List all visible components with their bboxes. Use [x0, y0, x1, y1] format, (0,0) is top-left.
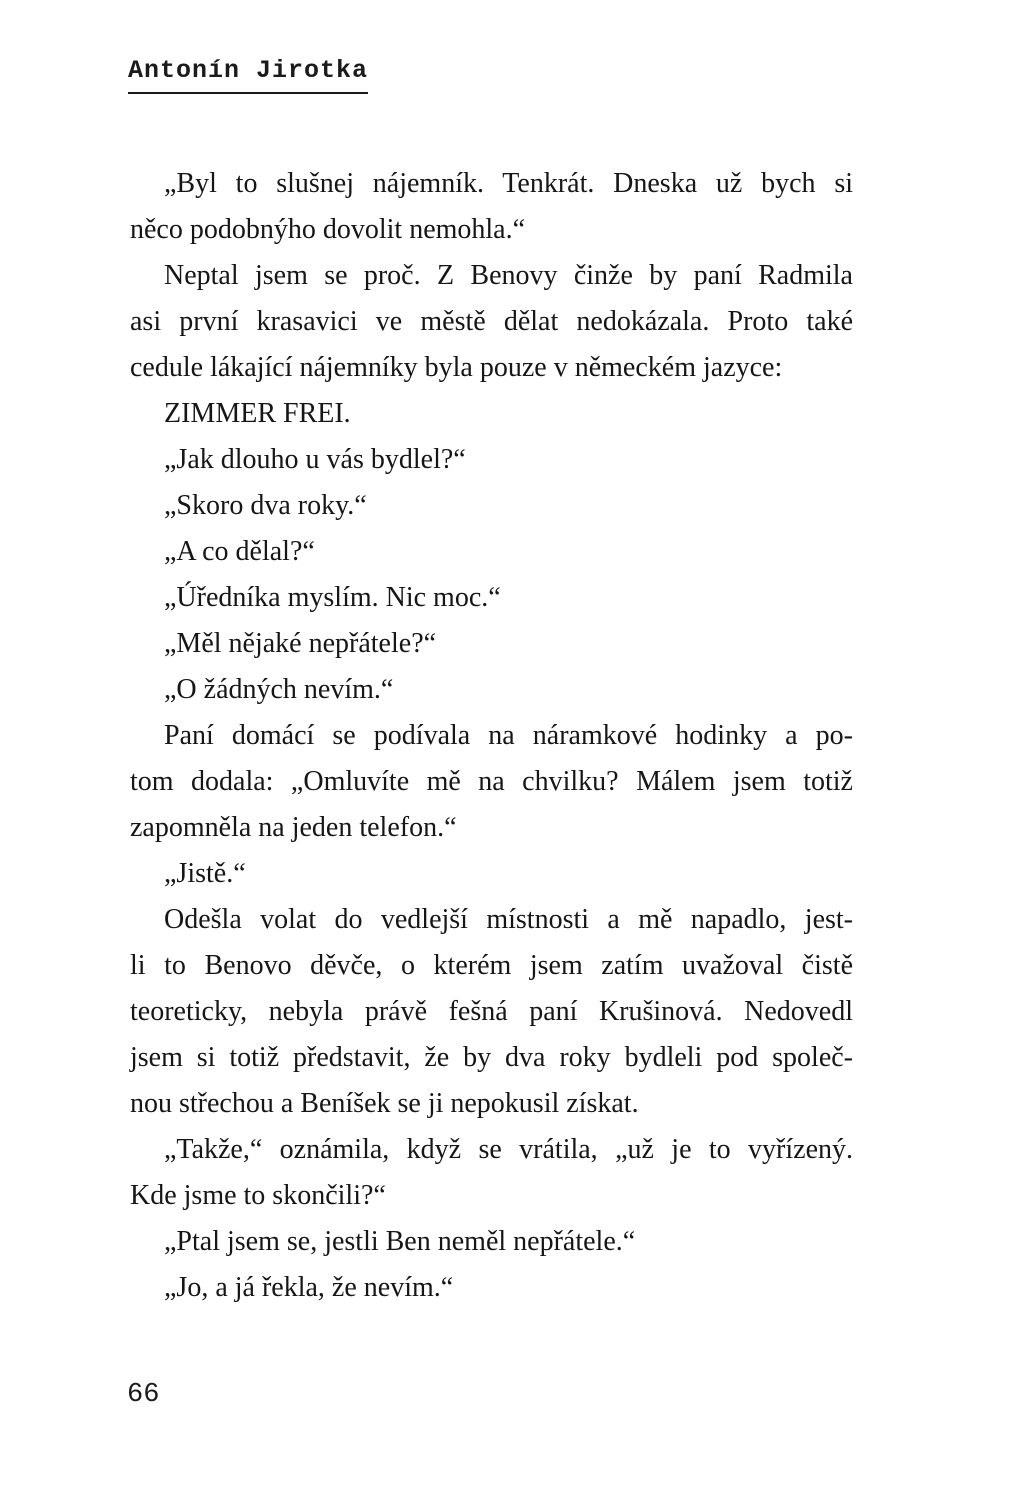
text-line: Neptal jsem se proč. Z Benovy činže by paní Radmila — [164, 260, 853, 291]
text-line: „O žádných nevím.“ — [164, 674, 394, 705]
text-line: něco podobnýho dovolit nemohla.“ — [130, 214, 526, 245]
paragraph — [130, 1265, 853, 1311]
text-line: asi první krasavici ve městě dělat nedokázala. Proto také — [130, 306, 853, 337]
text-line: ZIMMER FREI. — [164, 398, 351, 429]
paragraph — [130, 253, 853, 391]
paragraph — [130, 529, 853, 575]
text-line: „Úředníka myslím. Nic moc.“ — [164, 582, 501, 613]
paragraph — [130, 713, 853, 851]
paragraph — [130, 483, 853, 529]
text-line: jsem si totiž představit, že by dva roky bydleli pod společ- — [130, 1042, 853, 1073]
body-text — [130, 161, 853, 1311]
text-line: „Měl nějaké nepřátele?“ — [164, 628, 437, 659]
text-line: li to Benovo děvče, o kterém jsem zatím uvažoval čistě — [130, 950, 853, 981]
paragraph — [130, 575, 853, 621]
text-line: cedule lákající nájemníky byla pouze v německém jazyce: — [130, 352, 783, 383]
paragraph — [130, 1127, 853, 1219]
text-line: „Jo, a já řekla, že nevím.“ — [164, 1272, 454, 1303]
paragraph — [130, 391, 853, 437]
text-line: „Ptal jsem se, jestli Ben neměl nepřátele.“ — [164, 1226, 636, 1257]
text-line: teoreticky, nebyla právě fešná paní Krušinová. Nedovedl — [130, 996, 853, 1027]
paragraph — [130, 621, 853, 667]
text-line: nou střechou a Beníšek se ji nepokusil získat. — [130, 1088, 639, 1119]
text-line: tom dodala: „Omluvíte mě na chvilku? Málem jsem totiž — [130, 766, 853, 797]
text-line: zapomněla na jeden telefon.“ — [130, 812, 457, 843]
page-header-author: Antonín Jirotka — [128, 56, 368, 94]
text-line: „Jistě.“ — [164, 858, 246, 889]
text-line: Paní domácí se podívala na náramkové hodinky a po- — [164, 720, 853, 751]
page-number: 66 — [127, 1380, 160, 1410]
paragraph — [130, 667, 853, 713]
text-line: „Jak dlouho u vás bydlel?“ — [164, 444, 466, 475]
text-line: Odešla volat do vedlejší místnosti a mě napadlo, jest- — [164, 904, 853, 935]
text-line: Kde jsme to skončili?“ — [130, 1180, 386, 1211]
paragraph — [130, 1219, 853, 1265]
paragraph — [130, 161, 853, 253]
text-line: „Byl to slušnej nájemník. Tenkrát. Dneska už bych si — [164, 168, 853, 199]
paragraph — [130, 897, 853, 1127]
paragraph — [130, 437, 853, 483]
paragraph — [130, 851, 853, 897]
text-line: „Takže,“ oznámila, když se vrátila, „už je to vyřízený. — [164, 1134, 853, 1165]
text-line: „Skoro dva roky.“ — [164, 490, 367, 521]
text-line: „A co dělal?“ — [164, 536, 315, 567]
